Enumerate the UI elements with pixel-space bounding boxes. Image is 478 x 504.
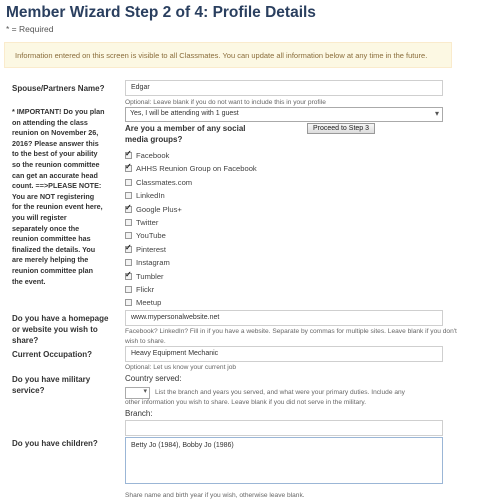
children-textarea[interactable]: Betty Jo (1984), Bobby Jo (1986) — [125, 437, 443, 484]
reunion-attendance-select[interactable] — [125, 107, 443, 122]
social-option[interactable] — [125, 230, 166, 241]
checkbox[interactable] — [125, 165, 132, 172]
social-option-label: Facebook — [136, 151, 170, 160]
checkbox[interactable] — [125, 179, 132, 186]
social-option-label: AHHS Reunion Group on Facebook — [136, 164, 257, 174]
checkbox[interactable] — [125, 286, 132, 293]
checkbox[interactable] — [125, 299, 132, 306]
checkbox[interactable] — [125, 246, 132, 253]
chevron-down-icon: ▾ — [143, 388, 147, 395]
social-option-label: Pinterest — [136, 244, 166, 254]
social-option[interactable] — [125, 190, 165, 201]
page-title: Member Wizard Step 2 of 4: Profile Details — [6, 4, 316, 21]
chevron-down-icon: ▾ — [434, 109, 439, 118]
social-option-label: Twitter — [136, 218, 159, 227]
social-option-label: YouTube — [136, 231, 166, 241]
social-option[interactable] — [125, 204, 182, 215]
social-option[interactable] — [125, 217, 158, 228]
occupation-input[interactable]: Heavy Equipment Mechanic — [125, 346, 443, 362]
social-option[interactable] — [125, 271, 164, 282]
children-help: Share name and birth year if you wish, otherwise leave blank. — [125, 492, 305, 499]
info-notice: Information entered on this screen is visible to all Classmates. You can update all information below at any time in the future. — [4, 42, 452, 68]
social-option[interactable] — [125, 284, 154, 295]
spouse-label: Spouse/Partners Name? — [12, 84, 105, 93]
proceed-button[interactable]: Proceed to Step 3 — [307, 123, 375, 134]
social-option-label: Google Plus+ — [136, 204, 182, 214]
social-option[interactable] — [125, 257, 170, 268]
military-help: List the branch and years you served, and what were your primary duties. Include any other information you wish to share. Leave blank if you did not serve in the military. — [125, 389, 405, 406]
reunion-label: * IMPORTANT! Do you plan on attending the class reunion on November 26, 2016? Please answer this to the best of your ability so the reunion committee can get an accurate head count. ==>PLEASE NOTE: You are NOT registering for the reunion event here, you will register separately once the reunion committee has finalized the details. You are merely helping the reunion committee plan the event. — [12, 107, 105, 286]
homepage-input[interactable]: www.mypersonalwebsite.net — [125, 310, 443, 326]
military-label: Do you have military service? — [12, 375, 91, 395]
homepage-help: Facebook? LinkedIn? Fill in if you have a website. Separate by commas for multiple sites. Leave blank if you don't wish to share. — [125, 328, 457, 345]
checkbox[interactable] — [125, 192, 132, 199]
checkbox[interactable] — [125, 232, 132, 239]
checkbox[interactable] — [125, 152, 132, 159]
social-question: Are you a member of any social media groups? — [125, 124, 246, 144]
social-option-label: Classmates.com — [136, 177, 193, 187]
social-option[interactable] — [125, 150, 169, 161]
homepage-label: Do you have a homepage or website you wish to share? — [12, 314, 109, 345]
occupation-help: Optional: Let us know your current job — [125, 364, 237, 371]
social-option[interactable] — [125, 163, 257, 174]
checkbox[interactable] — [125, 273, 132, 280]
checkbox[interactable] — [125, 219, 132, 226]
social-option[interactable] — [125, 297, 161, 308]
social-option-label: Meetup — [136, 298, 162, 308]
social-option[interactable] — [125, 244, 166, 255]
required-note: * = Required — [6, 24, 54, 34]
checkbox[interactable] — [125, 206, 132, 213]
social-option-label: LinkedIn — [136, 191, 165, 201]
social-option[interactable] — [125, 177, 192, 188]
social-option-label: Tumbler — [136, 271, 164, 281]
children-label: Do you have children? — [12, 439, 98, 448]
social-option-label: Instagram — [136, 258, 170, 268]
spouse-help: Optional: Leave blank if you do not want to include this in your profile — [125, 99, 326, 106]
branch-label: Branch: — [125, 409, 153, 418]
checkbox[interactable] — [125, 259, 132, 266]
branch-input[interactable] — [125, 420, 443, 436]
spouse-input[interactable]: Edgar — [125, 80, 443, 96]
occupation-label: Current Occupation? — [12, 350, 93, 359]
reunion-selected-value: Yes, I will be attending with 1 guest — [130, 110, 239, 117]
country-served-label: Country served: — [125, 374, 182, 383]
social-option-label: Flickr — [136, 285, 155, 294]
